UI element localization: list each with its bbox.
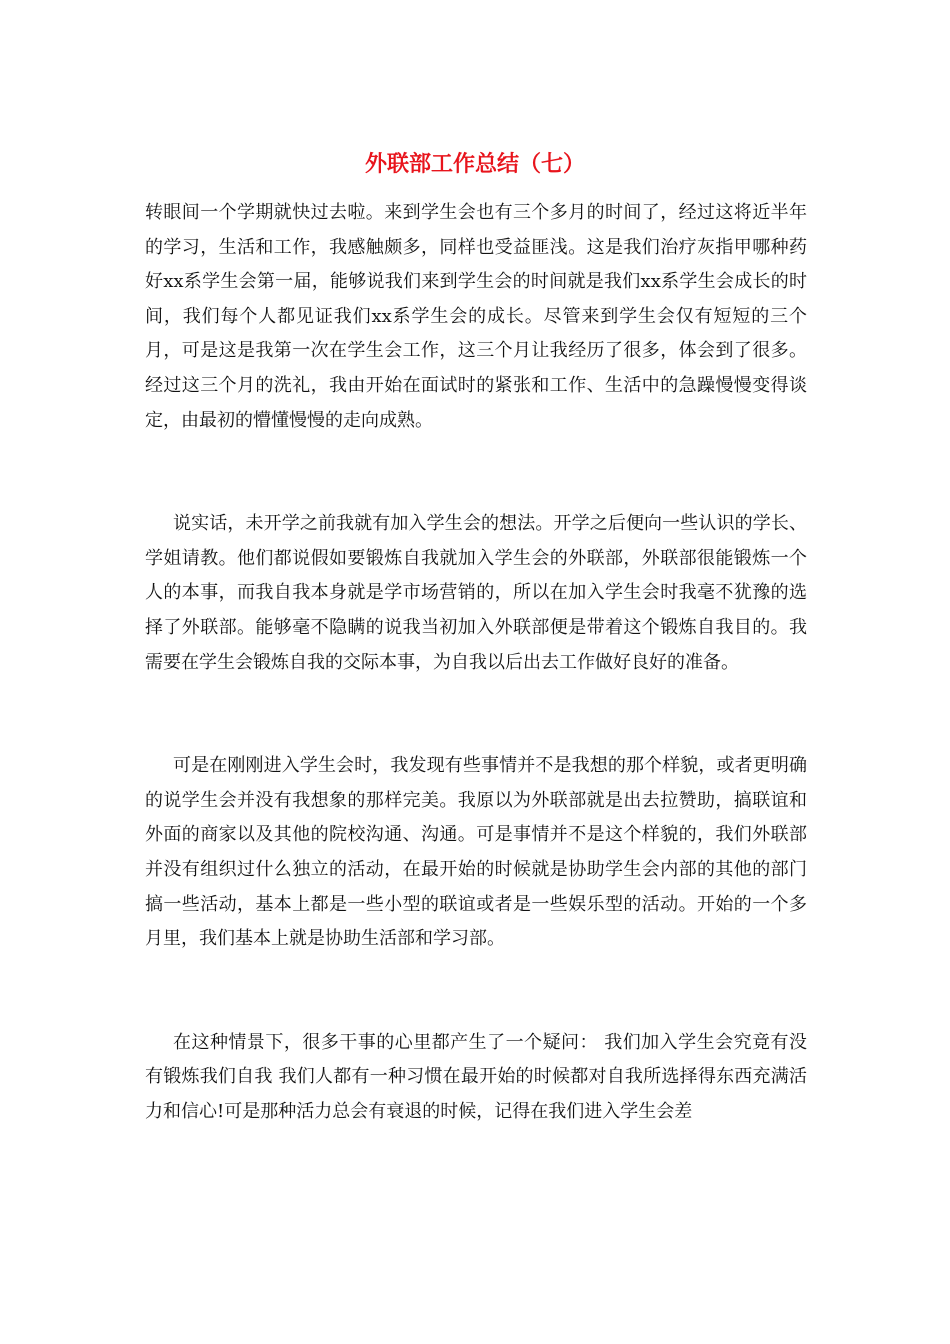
paragraph-2: 说实话，未开学之前我就有加入学生会的想法。开学之后便向一些认识的学长、学姐请教。他们都说假如要锻炼自我就加入学生会的外联部，外联部很能锻炼一个人的本事，而我自我本身就是学市场营销的，所以在加入学生会时我毫不犹豫的选择了外联部。能够毫不隐瞒的说我当初加入外联部便是带着这个锻炼自我目的。我需要在学生会锻炼自我的交际本事，为自我以后出去工作做好良好的准备。 — [145, 513, 807, 673]
paragraph-3: 可是在刚刚进入学生会时，我发现有些事情并不是我想的那个样貌，或者更明确的说学生会并没有我想象的那样完美。我原以为外联部就是出去拉赞助，搞联谊和外面的商家以及其他的院校沟通、沟通。可是事情并不是这个样貌的，我们外联部并没有组织过什么独立的活动，在最开始的时候就是协助学生会内部的其他的部门搞一些活动，基本上都是一些小型的联谊或者是一些娱乐型的活动。开始的一个多月里，我们基本上就是协助生活部和学习部。 — [145, 755, 807, 950]
paragraph-gap — [145, 957, 807, 1026]
paragraph-4: 在这种情景下，很多干事的心里都产生了一个疑问： 我们加入学生会究竟有没有锻炼我们自我 我们人都有一种习惯在最开始的时候都对自我所选择得东西充满活力和信心!可是那种活力总会有衰退的时候，记得在我们进入学生会差 — [145, 1031, 807, 1122]
paragraph-gap — [145, 438, 807, 507]
document-title: 外联部工作总结（七） — [364, 151, 585, 177]
paragraph-1: 转眼间一个学期就快过去啦。来到学生会也有三个多月的时间了，经过这将近半年的学习，生活和工作，我感触颇多，同样也受益匪浅。这是我们治疗灰指甲哪种药好xx系学生会第一届，能够说我们来到学生会的时间就是我们xx系学生会成长的时间，我们每个人都见证我们xx系学生会的成长。尽管来到学生会仅有短短的三个月，可是这是我第一次在学生会工作，这三个月让我经历了很多，体会到了很多。经过这三个月的洗礼，我由开始在面试时的紧张和工作、生活中的急躁慢慢变得谈定，由最初的懵懂慢慢的走向成熟。 — [145, 202, 807, 431]
paragraph-gap — [145, 680, 807, 749]
document-body — [145, 196, 807, 1129]
